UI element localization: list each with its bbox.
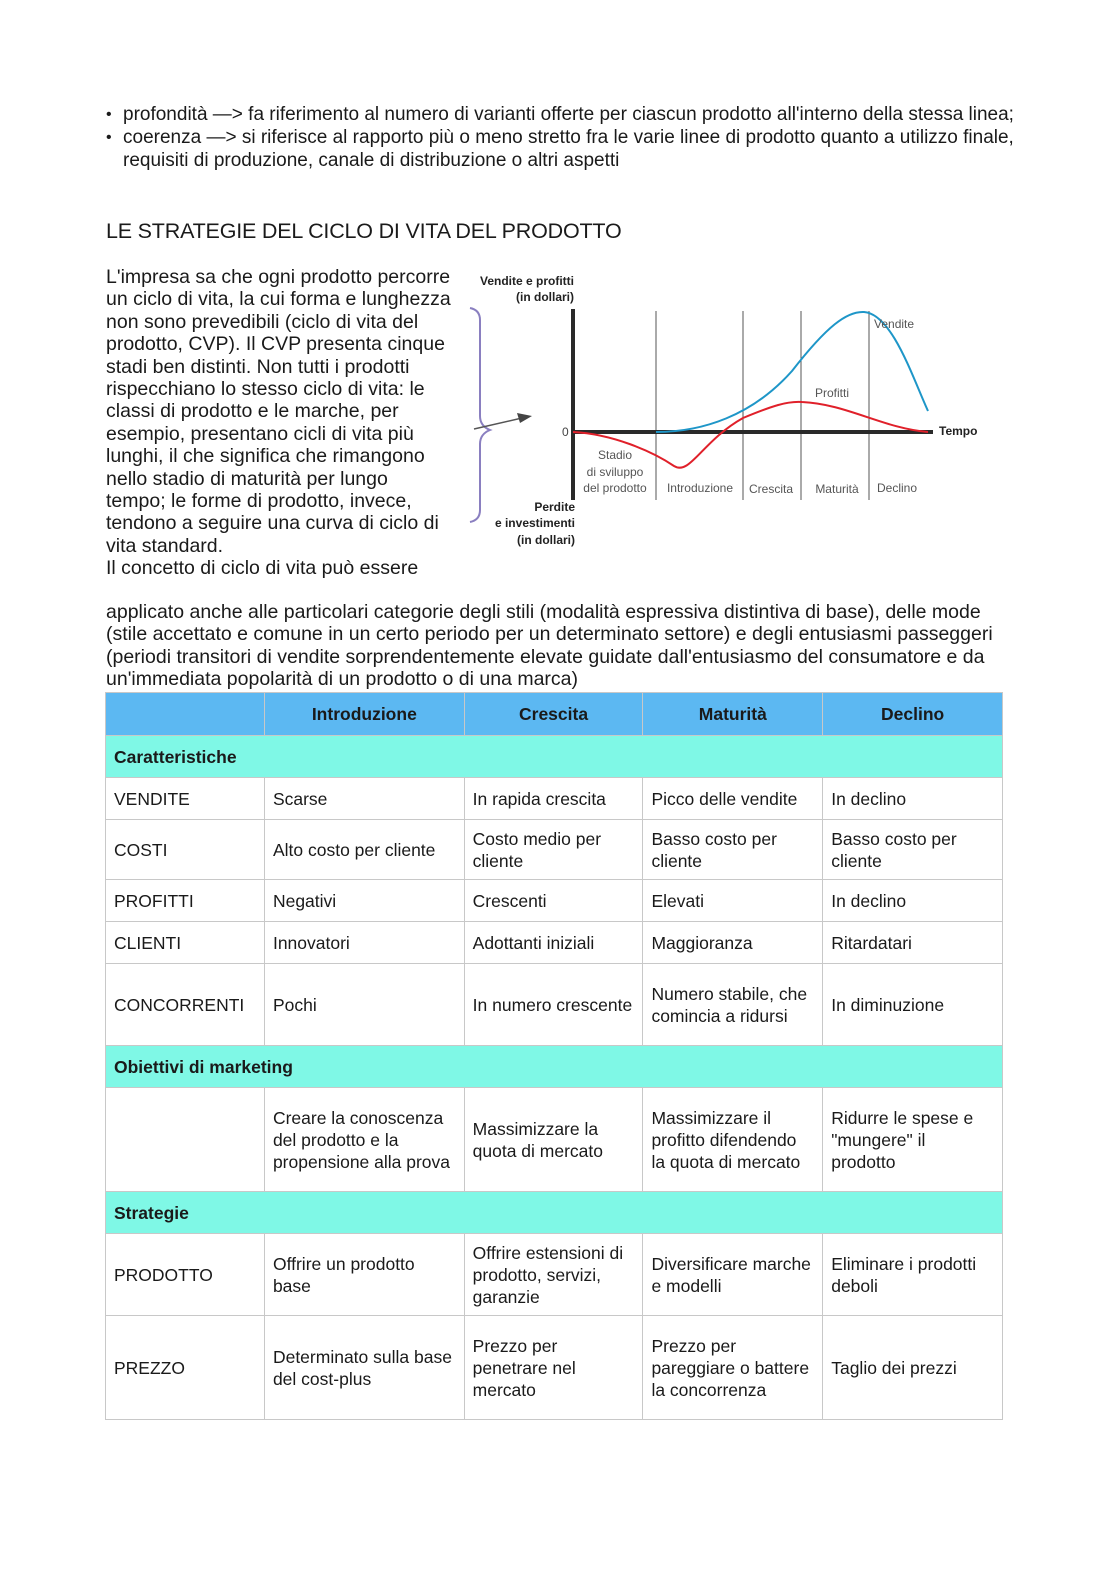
- table-header-row: [106, 693, 1003, 736]
- table-cell: Maggioranza: [643, 922, 823, 964]
- table-cell: Innovatori: [264, 922, 464, 964]
- table-cell: In declino: [823, 880, 1003, 922]
- continuation-paragraph: applicato anche alle particolari categorie degli stili (modalità espressiva distintiva di base), delle mode (stile accettato e comune in un certo periodo per un determinato settore) e degli entusiasmi passeggeri (periodi transitori di vendite sorprendentemente elevate guidate dall'entusiasmo del consumatore e da un'immediata popolarità di un prodotto o di una marca): [106, 601, 993, 691]
- row-label: PROFITTI: [106, 880, 265, 922]
- table-cell: Offrire un prodotto base: [264, 1234, 464, 1316]
- table-cell: Basso costo per cliente: [823, 820, 1003, 880]
- table-row-costi: [106, 820, 1003, 880]
- x-axis-label: Tempo: [939, 424, 978, 438]
- row-label: VENDITE: [106, 778, 265, 820]
- table-cell: Diversificare marche e modelli: [643, 1234, 823, 1316]
- table-row-obiettivi: [106, 1088, 1003, 1192]
- chart-brace: [470, 308, 490, 522]
- bullet-list: [106, 103, 1016, 172]
- table-cell: Negativi: [264, 880, 464, 922]
- table-cell: Adottanti iniziali: [464, 922, 643, 964]
- intro-text: L'impresa sa che ogni prodotto percorre un ciclo di vita, la cui forma e lunghezza non sono prevedibili (ciclo di vita del prodotto, CVP). Il CVP presenta cinque stadi ben distinti. Non tutti i prodotti rispecchiano lo stesso ciclo di vita: le classi di prodotto e le marche, per esempio, presentano cicli di vita più lunghi, il che significa che rimangono nello stadio di maturità per lungo tempo; le forme di prodotto, invece, tendono a seguire una curva di ciclo di vita standard.: [106, 266, 451, 557]
- row-label: CLIENTI: [106, 922, 265, 964]
- ylabel-bottom-line-2: e investimenti: [494, 516, 575, 530]
- ylabel-top-line-2: (in dollari): [516, 290, 574, 304]
- table-cell: Basso costo per cliente: [643, 820, 823, 880]
- header-empty: [106, 693, 265, 736]
- product-life-cycle-chart: [462, 266, 1002, 556]
- stage-label-development-1: Stadio: [597, 448, 633, 462]
- table-cell: Eliminare i prodotti deboli: [823, 1234, 1003, 1316]
- table-cell: Alto costo per cliente: [264, 820, 464, 880]
- table-row-profitti: [106, 880, 1003, 922]
- row-label: CONCORRENTI: [106, 964, 265, 1046]
- stage-label-introduzione: Introduzione: [666, 481, 734, 495]
- sales-series-label: Vendite: [874, 317, 915, 331]
- section-row-strategie: [106, 1192, 1003, 1234]
- profit-series-label: Profitti: [815, 386, 850, 400]
- table-row-vendite: [106, 778, 1003, 820]
- table-cell: Crescenti: [464, 880, 643, 922]
- stage-label-maturita: Maturità: [815, 482, 859, 496]
- stage-label-development-2: di sviluppo: [586, 465, 644, 479]
- section-label: Strategie: [106, 1192, 1003, 1234]
- table-row-prezzo: [106, 1316, 1003, 1420]
- section-label: Caratteristiche: [106, 736, 1003, 778]
- table-cell: In declino: [823, 778, 1003, 820]
- zero-label: 0: [562, 425, 569, 439]
- row-label: COSTI: [106, 820, 265, 880]
- life-cycle-table: [105, 692, 1003, 1420]
- header-introduzione: Introduzione: [264, 693, 464, 736]
- table-row-clienti: [106, 922, 1003, 964]
- table-cell: Determinato sulla base del cost-plus: [264, 1316, 464, 1420]
- table-cell: In numero crescente: [464, 964, 643, 1046]
- table-cell: Ritardatari: [823, 922, 1003, 964]
- row-label: PRODOTTO: [106, 1234, 265, 1316]
- ylabel-bottom-line-3: (in dollari): [517, 533, 575, 547]
- bullet-coerenza: • coerenza —> si riferisce al rapporto più o meno stretto fra le varie linee di prodotto quanto a utilizzo finale, requisiti di produzione, canale di distribuzione o altri aspetti: [106, 126, 1016, 172]
- stage-label-development-3: del prodotto: [583, 481, 647, 495]
- section-label: Obiettivi di marketing: [106, 1046, 1003, 1088]
- table-cell: Costo medio per cliente: [464, 820, 643, 880]
- table-cell: Taglio dei prezzi: [823, 1316, 1003, 1420]
- header-crescita: Crescita: [464, 693, 643, 736]
- chart-arrow-head: [517, 413, 532, 423]
- bullet-profondita: • profondità —> fa riferimento al numero di varianti offerte per ciascun prodotto all'interno della stessa linea;: [106, 103, 1016, 126]
- ylabel-bottom-line-1: Perdite: [534, 500, 575, 514]
- section-row-obiettivi: [106, 1046, 1003, 1088]
- table-cell: Scarse: [264, 778, 464, 820]
- table-cell: Numero stabile, che comincia a ridursi: [643, 964, 823, 1046]
- table-row-concorrenti: [106, 964, 1003, 1046]
- stage-label-declino: Declino: [876, 481, 918, 495]
- table-cell: Prezzo per pareggiare o battere la concorrenza: [643, 1316, 823, 1420]
- table-cell: Ridurre le spese e "mungere" il prodotto: [823, 1088, 1003, 1192]
- row-label: [106, 1088, 265, 1192]
- table-cell: Offrire estensioni di prodotto, servizi, garanzie: [464, 1234, 643, 1316]
- table-cell: In diminuzione: [823, 964, 1003, 1046]
- header-declino: Declino: [823, 693, 1003, 736]
- header-maturita: Maturità: [643, 693, 823, 736]
- section-row-caratteristiche: [106, 736, 1003, 778]
- ylabel-top-line-1: Vendite e profitti: [479, 274, 574, 288]
- intro-paragraph: [106, 266, 451, 580]
- table-cell: In rapida crescita: [464, 778, 643, 820]
- table-row-prodotto: [106, 1234, 1003, 1316]
- stage-label-crescita: Crescita: [748, 482, 794, 496]
- table-cell: Picco delle vendite: [643, 778, 823, 820]
- table-cell: Massimizzare il profitto difendendo la quota di mercato: [643, 1088, 823, 1192]
- intro-cont-first: Il concetto di ciclo di vita può essere: [106, 557, 419, 580]
- row-label: PREZZO: [106, 1316, 265, 1420]
- table-cell: Elevati: [643, 880, 823, 922]
- table-cell: Pochi: [264, 964, 464, 1046]
- table-cell: Creare la conoscenza del prodotto e la propensione alla prova: [264, 1088, 464, 1192]
- section-heading: LE STRATEGIE DEL CICLO DI VITA DEL PRODOTTO: [106, 219, 622, 243]
- table-cell: Massimizzare la quota di mercato: [464, 1088, 643, 1192]
- table-cell: Prezzo per penetrare nel mercato: [464, 1316, 643, 1420]
